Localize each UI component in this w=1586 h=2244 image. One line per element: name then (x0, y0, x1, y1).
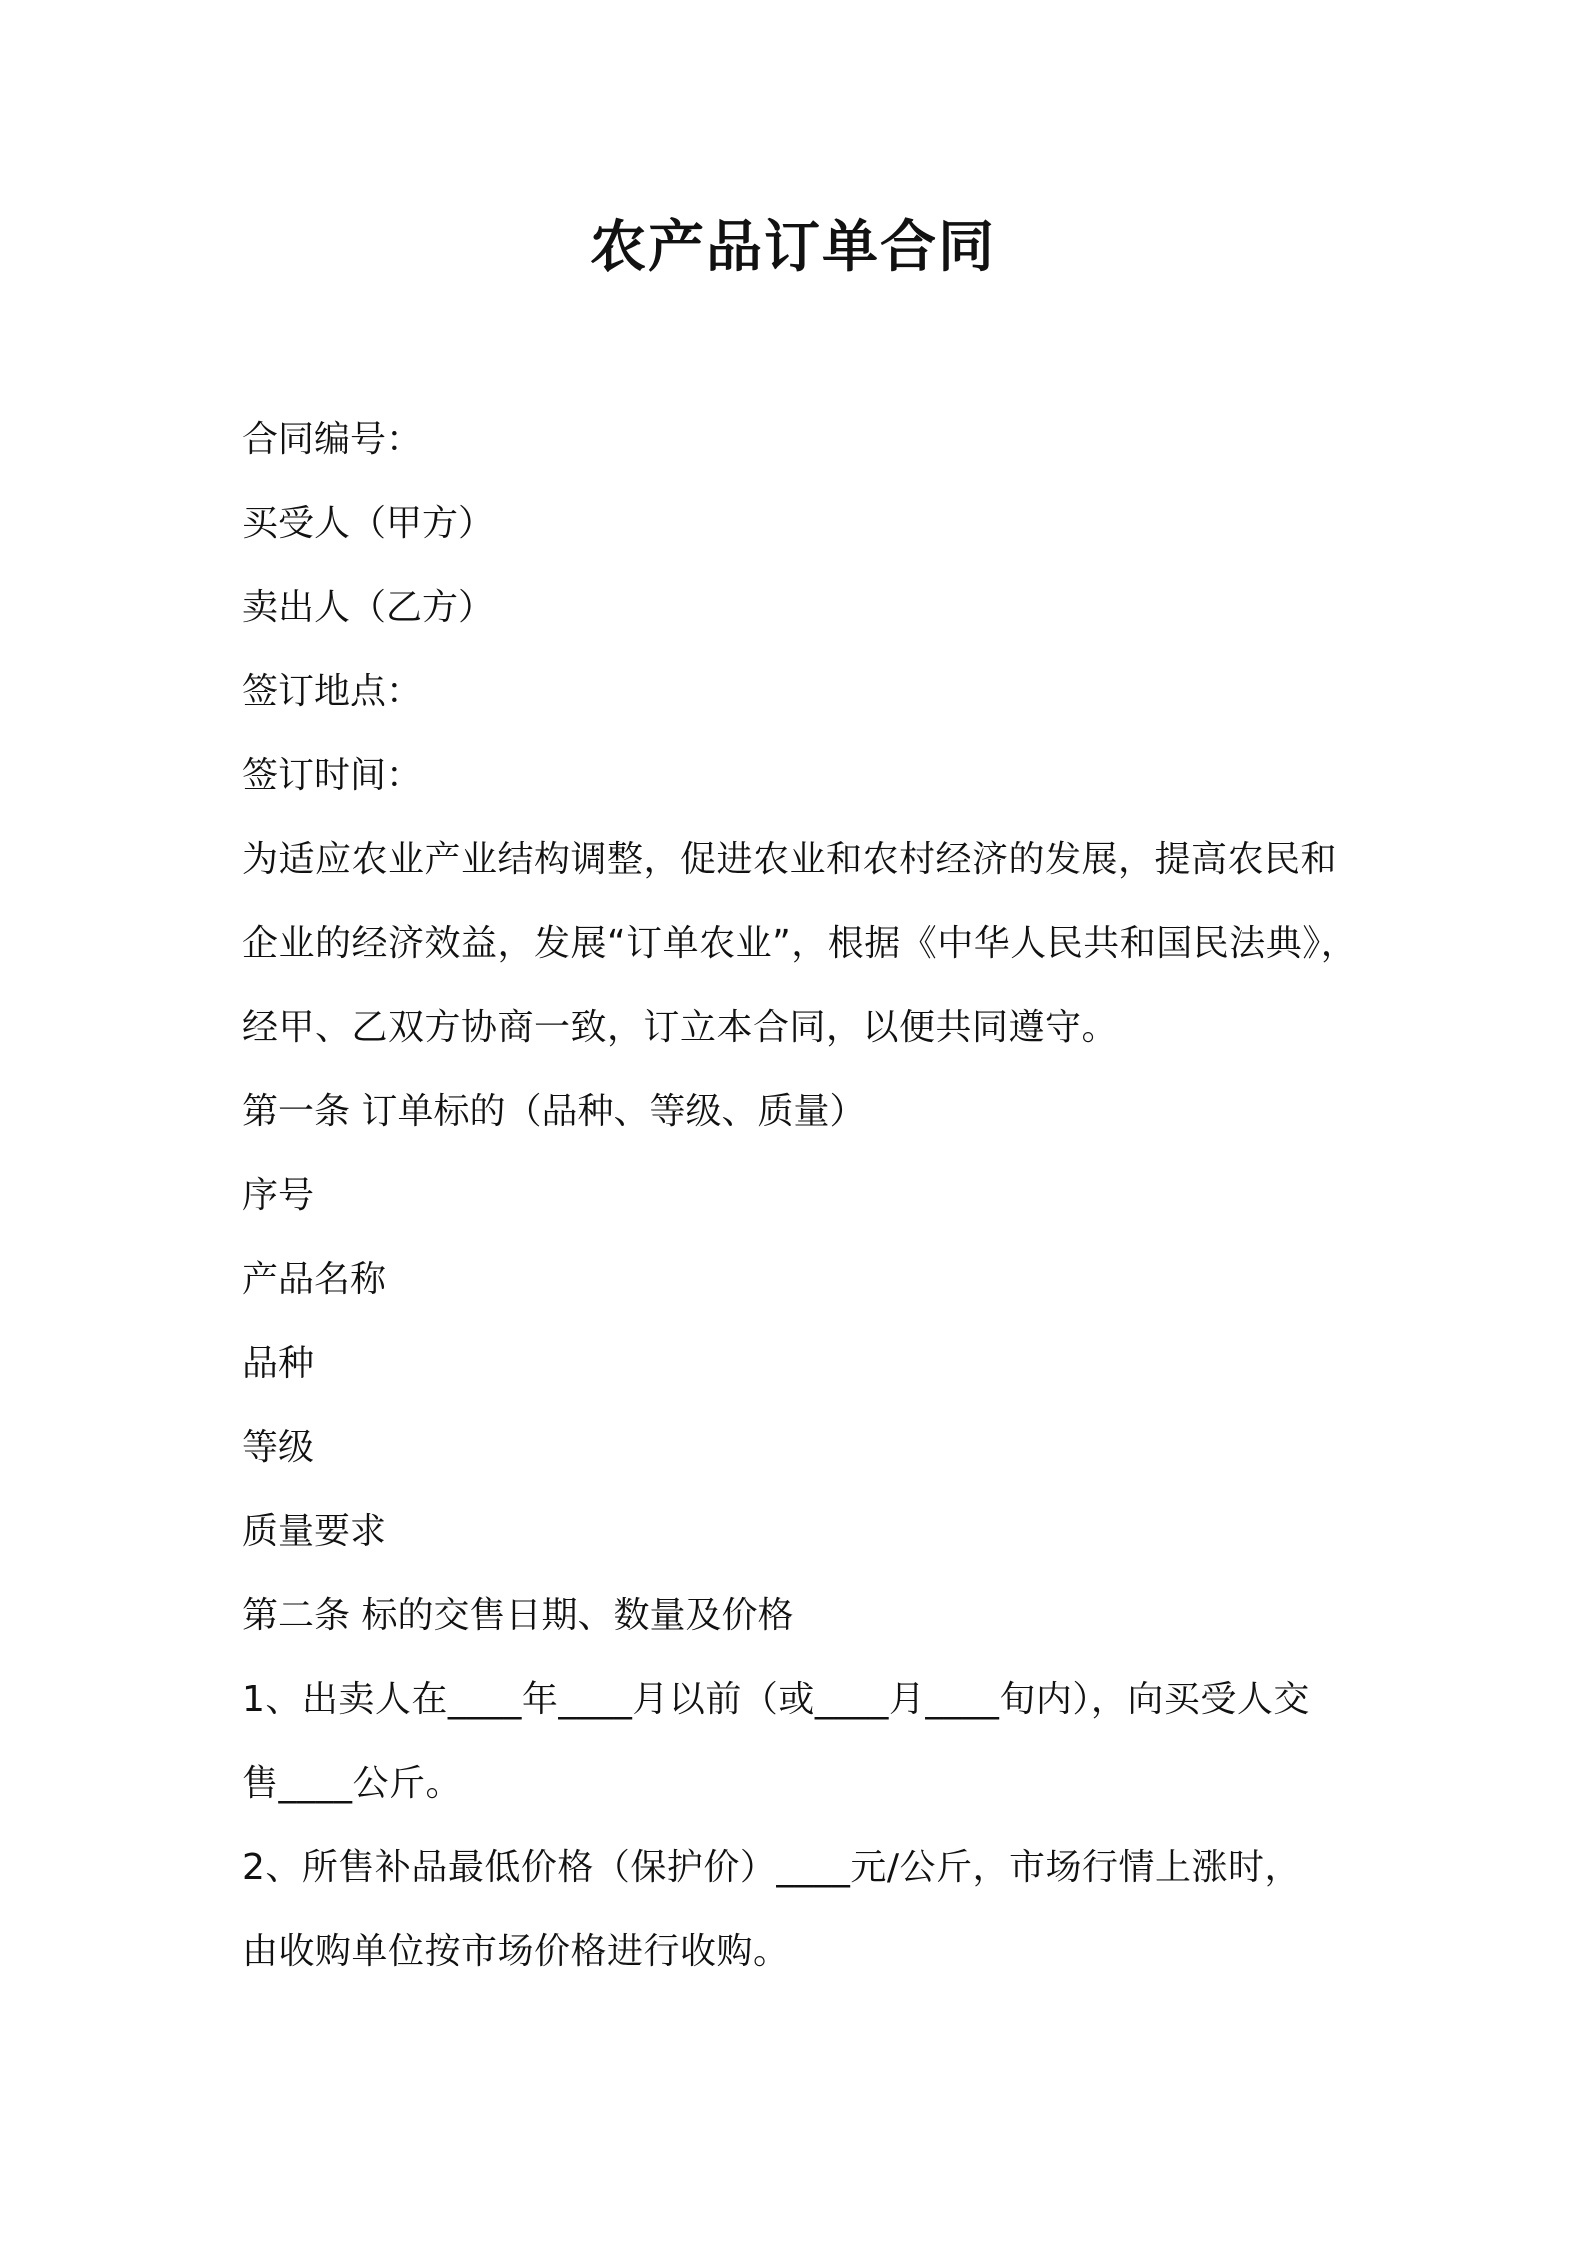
article-2-clause-2 (242, 1826, 1362, 1994)
signing-location-field: 签订地点： (242, 671, 423, 712)
article-1-item-serial: 序号 (242, 1175, 315, 1216)
preamble-line: 为适应农业产业结构调整，促进农业和农村经济的发展，提高农民和 (242, 839, 1338, 880)
signing-time-field: 签订时间： (242, 755, 423, 796)
preamble-line: 经甲、乙双方协商一致，订立本合同，以便共同遵守。 (242, 1007, 1119, 1048)
document-body (242, 398, 1362, 1994)
document-title: 农产品订单合同 (590, 215, 996, 280)
preamble-paragraph (242, 818, 1362, 1070)
article-2-heading: 第二条 标的交售日期、数量及价格 (242, 1595, 794, 1636)
article-2-clause-1 (242, 1658, 1362, 1826)
article-1-item-product-name: 产品名称 (242, 1259, 387, 1300)
seller-field: 卖出人（乙方） (242, 587, 495, 628)
clause-line: 售____公斤。 (242, 1763, 463, 1804)
clause-line: 由收购单位按市场价格进行收购。 (242, 1931, 790, 1972)
buyer-field: 买受人（甲方） (242, 503, 495, 544)
clause-line: 2、所售补品最低价格（保护价）____元/公斤，市场行情上涨时， (242, 1847, 1302, 1888)
preamble-line: 企业的经济效益，发展“订单农业”，根据《中华人民共和国民法典》， (242, 923, 1358, 964)
contract-number-field: 合同编号： (242, 419, 423, 460)
article-1-item-variety: 品种 (242, 1343, 315, 1384)
article-1-item-grade: 等级 (242, 1427, 315, 1468)
clause-line: 1、出卖人在____年____月以前（或____月____旬内），向买受人交 (242, 1679, 1310, 1720)
article-1-heading: 第一条 订单标的（品种、等级、质量） (242, 1091, 866, 1132)
article-1-item-quality: 质量要求 (242, 1511, 387, 1552)
